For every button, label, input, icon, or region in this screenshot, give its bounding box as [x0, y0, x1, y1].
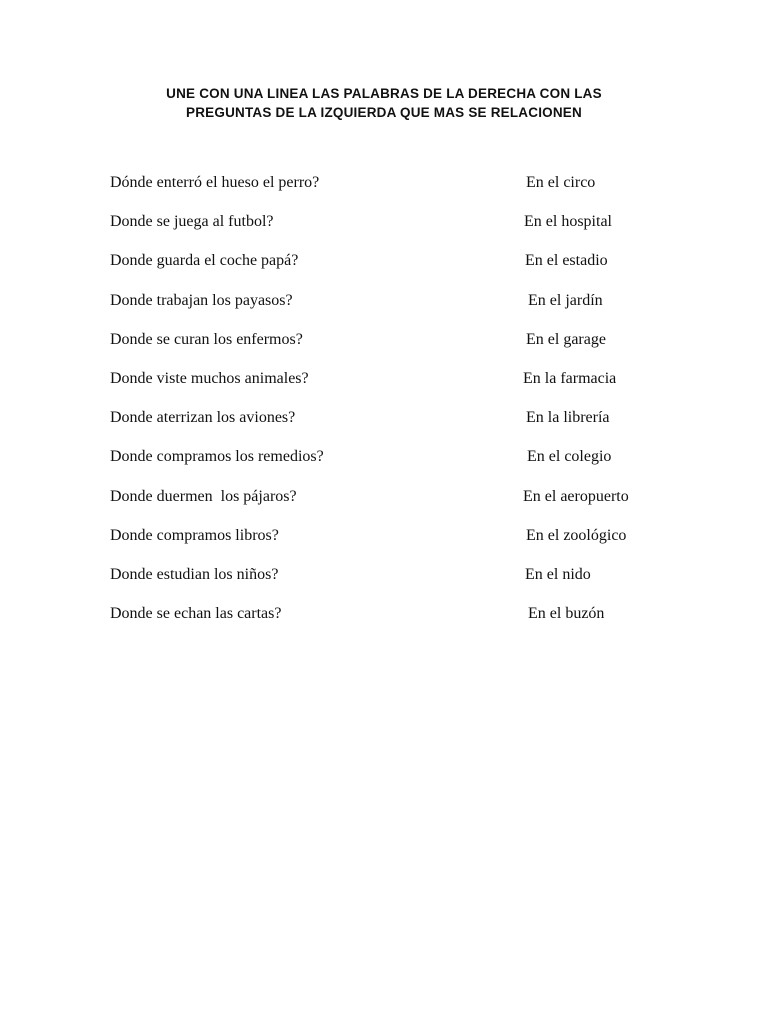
matching-row — [0, 250, 768, 289]
question-text: Donde guarda el coche papá? — [110, 252, 299, 270]
matching-row — [0, 329, 768, 368]
answer-text: En el jardín — [528, 291, 603, 309]
question-text: Donde se curan los enfermos? — [110, 330, 303, 348]
title-line-1: UNE CON UNA LINEA LAS PALABRAS DE LA DERECHA CON LAS — [166, 86, 602, 101]
answer-text: En el buzón — [528, 605, 605, 623]
answer-text: En el zoológico — [526, 526, 627, 544]
matching-row — [0, 603, 768, 642]
answer-text: En el estadio — [525, 252, 608, 270]
answer-text: En la farmacia — [523, 369, 617, 387]
answer-text: En el hospital — [524, 213, 612, 231]
answer-text: En el nido — [525, 565, 591, 583]
matching-rows — [0, 172, 768, 642]
question-text: Donde viste muchos animales? — [110, 369, 309, 387]
answer-text: En el aeropuerto — [523, 487, 629, 505]
answer-text: En el colegio — [527, 448, 612, 466]
question-text: Donde estudian los niños? — [110, 565, 279, 583]
question-text: Donde compramos los remedios? — [110, 448, 324, 466]
matching-row — [0, 172, 768, 211]
matching-row — [0, 525, 768, 564]
question-text: Dónde enterró el hueso el perro? — [110, 174, 320, 191]
answer-text: En el garage — [526, 330, 606, 348]
matching-row — [0, 564, 768, 603]
worksheet-title — [0, 84, 768, 122]
matching-row — [0, 407, 768, 446]
matching-row — [0, 211, 768, 250]
question-text: Donde duermen los pájaros? — [110, 487, 297, 505]
matching-row — [0, 446, 768, 485]
question-text: Donde aterrizan los aviones? — [110, 409, 296, 427]
question-text: Donde compramos libros? — [110, 526, 279, 544]
title-line-2: PREGUNTAS DE LA IZQUIERDA QUE MAS SE RELACIONEN — [186, 105, 582, 120]
question-text: Donde se juega al futbol? — [110, 213, 274, 231]
matching-row — [0, 368, 768, 407]
matching-row — [0, 290, 768, 329]
answer-text: En la librería — [526, 409, 610, 427]
answer-text: En el circo — [526, 174, 596, 191]
question-text: Donde trabajan los payasos? — [110, 291, 293, 309]
question-text: Donde se echan las cartas? — [110, 605, 282, 623]
matching-row — [0, 486, 768, 525]
